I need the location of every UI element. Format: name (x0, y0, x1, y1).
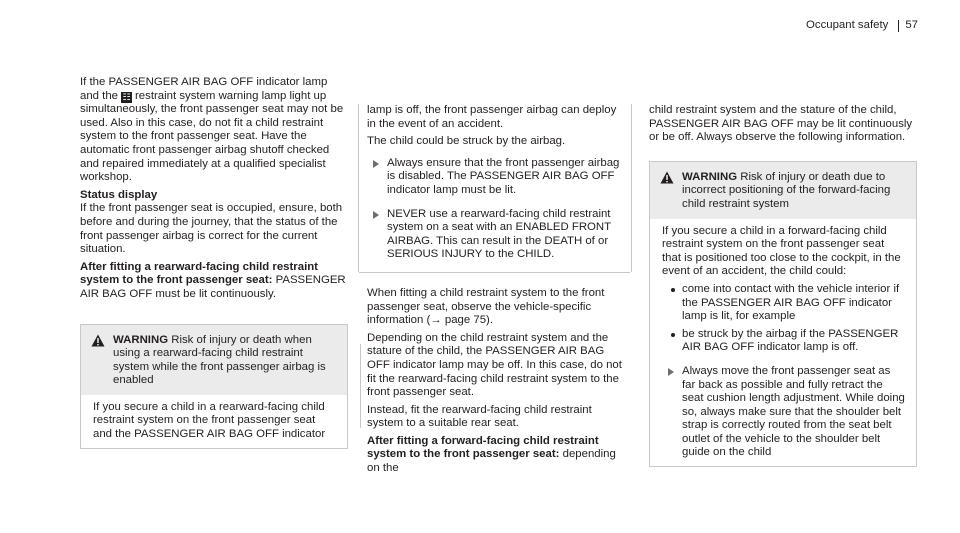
status-display-paragraph: If the front passenger seat is occupied, ensure, both before and during the journey, that the status of the front passenger airbag is correct for the current situation. (80, 202, 343, 256)
header-divider (898, 20, 899, 32)
warning-body (650, 219, 916, 467)
warning-label: WARNING (113, 333, 169, 346)
warning-box-forward (649, 161, 917, 467)
warning-header (81, 325, 347, 395)
passenger-airbag-seat-icon: ☷ (122, 91, 131, 102)
section-title: Occupant safety (806, 19, 889, 31)
indicator-paragraph: If the PASSENGER AIR BAG OFF indicator lamp and the ☷ restraint system warning lamp light up simultaneously, the front passenger seat may not be used. Also in this case, do not fit a child restraint system to the front passenger seat. Have the automatic front passenger airbag shutoff checked and repaired immediately at a qualified specialist workshop. (80, 76, 344, 184)
warning-triangle-icon (660, 171, 674, 184)
instruction-item: Always ensure that the front passenger airbag is disabled. The PASSENGER AIR BAG OFF indicator lamp must be lit. (367, 157, 622, 198)
warning-label: WARNING (682, 170, 738, 183)
instead-paragraph: Instead, fit the rearward-facing child restraint system to a suitable rear seat. (367, 403, 592, 430)
warning-title: Risk of injury or death due to incorrect positioning of the forward-facing child restraint system (682, 170, 891, 210)
warning-title: Risk of injury or death when using a rearward-facing child restraint system while the front passenger airbag is enabled (113, 333, 326, 387)
box-bottom-line (359, 272, 630, 279)
column-1 (80, 76, 348, 449)
arrow-triangle-icon (668, 368, 674, 376)
rearward-heading: After fitting a rearward-facing child restraint system to the front passenger seat: (80, 260, 318, 287)
continuation-paragraph: lamp is off, the front passenger airbag can deploy in the event of an accident. (367, 104, 617, 130)
warning-body-paragraph: If you secure a child in a forward-facing child restraint system on the front passenger seat that is positioned too close to the cockpit, in the event of an accident, the child could: (662, 224, 901, 278)
bullet-dot-icon (671, 288, 675, 292)
column-2 (367, 104, 622, 480)
page-header (806, 19, 918, 33)
list-item: be struck by the airbag if the PASSENGER AIR BAG OFF indicator lamp is off. (662, 328, 906, 355)
depending-paragraph: Depending on the child restraint system and the stature of the child, the PASSENGER AIR BAG OFF indicator lamp may be off. In this case, do not fit the rearward-facing child restraint system to the front passenger seat. (367, 331, 622, 399)
column-divider-middle (358, 104, 359, 272)
status-display-heading: Status display (80, 188, 158, 201)
warning-header (650, 162, 916, 219)
forward-heading-paragraph: After fitting a forward-facing child restraint system to the front passenger seat: depending on the (367, 434, 616, 475)
fitting-paragraph: When fitting a child restraint system to the front passenger seat, observe the vehicle-specific information (→ page 75). (367, 286, 605, 327)
column-divider-middle-right (631, 104, 632, 272)
struck-paragraph: The child could be struck by the airbag. (367, 135, 566, 148)
page-number: 57 (905, 19, 918, 31)
instruction-item: NEVER use a rearward-facing child restraint system on a seat with an ENABLED FRONT AIRBAG. This can result in the DEATH of or SERIOUS INJURY to the CHILD. (367, 208, 622, 262)
instruction-item: Always move the front passenger seat as far back as possible and fully retract the seat cushion length adjustment. While doing so, always make sure that the shoulder belt strap is correctly routed from the seat belt outlet of the vehicle to the shoulder belt guide on the child (662, 365, 906, 460)
arrow-triangle-icon (373, 211, 379, 219)
list-item: come into contact with the vehicle interior if the PASSENGER AIR BAG OFF indicator lamp is lit, for example (662, 283, 906, 324)
forward-heading: After fitting a forward-facing child restraint system to the front passenger seat: (367, 434, 599, 461)
column-divider-left (360, 344, 361, 428)
rearward-heading-paragraph: After fitting a rearward-facing child restraint system to the front passenger seat: PASSENGER AIR BAG OFF must be lit continuously. (80, 260, 346, 300)
warning-body: If you secure a child in a rearward-facing child restraint system on the front passenger seat and the PASSENGER AIR BAG OFF indicator (93, 400, 326, 441)
bullet-dot-icon (671, 333, 675, 337)
warning-box-rearward (80, 324, 348, 449)
column-3 (649, 104, 917, 467)
continuation-paragraph: child restraint system and the stature of the child, PASSENGER AIR BAG OFF may be lit continuously or be off. Always observe the following information. (649, 104, 913, 144)
warning-triangle-icon (91, 334, 105, 347)
arrow-triangle-icon (373, 160, 379, 168)
